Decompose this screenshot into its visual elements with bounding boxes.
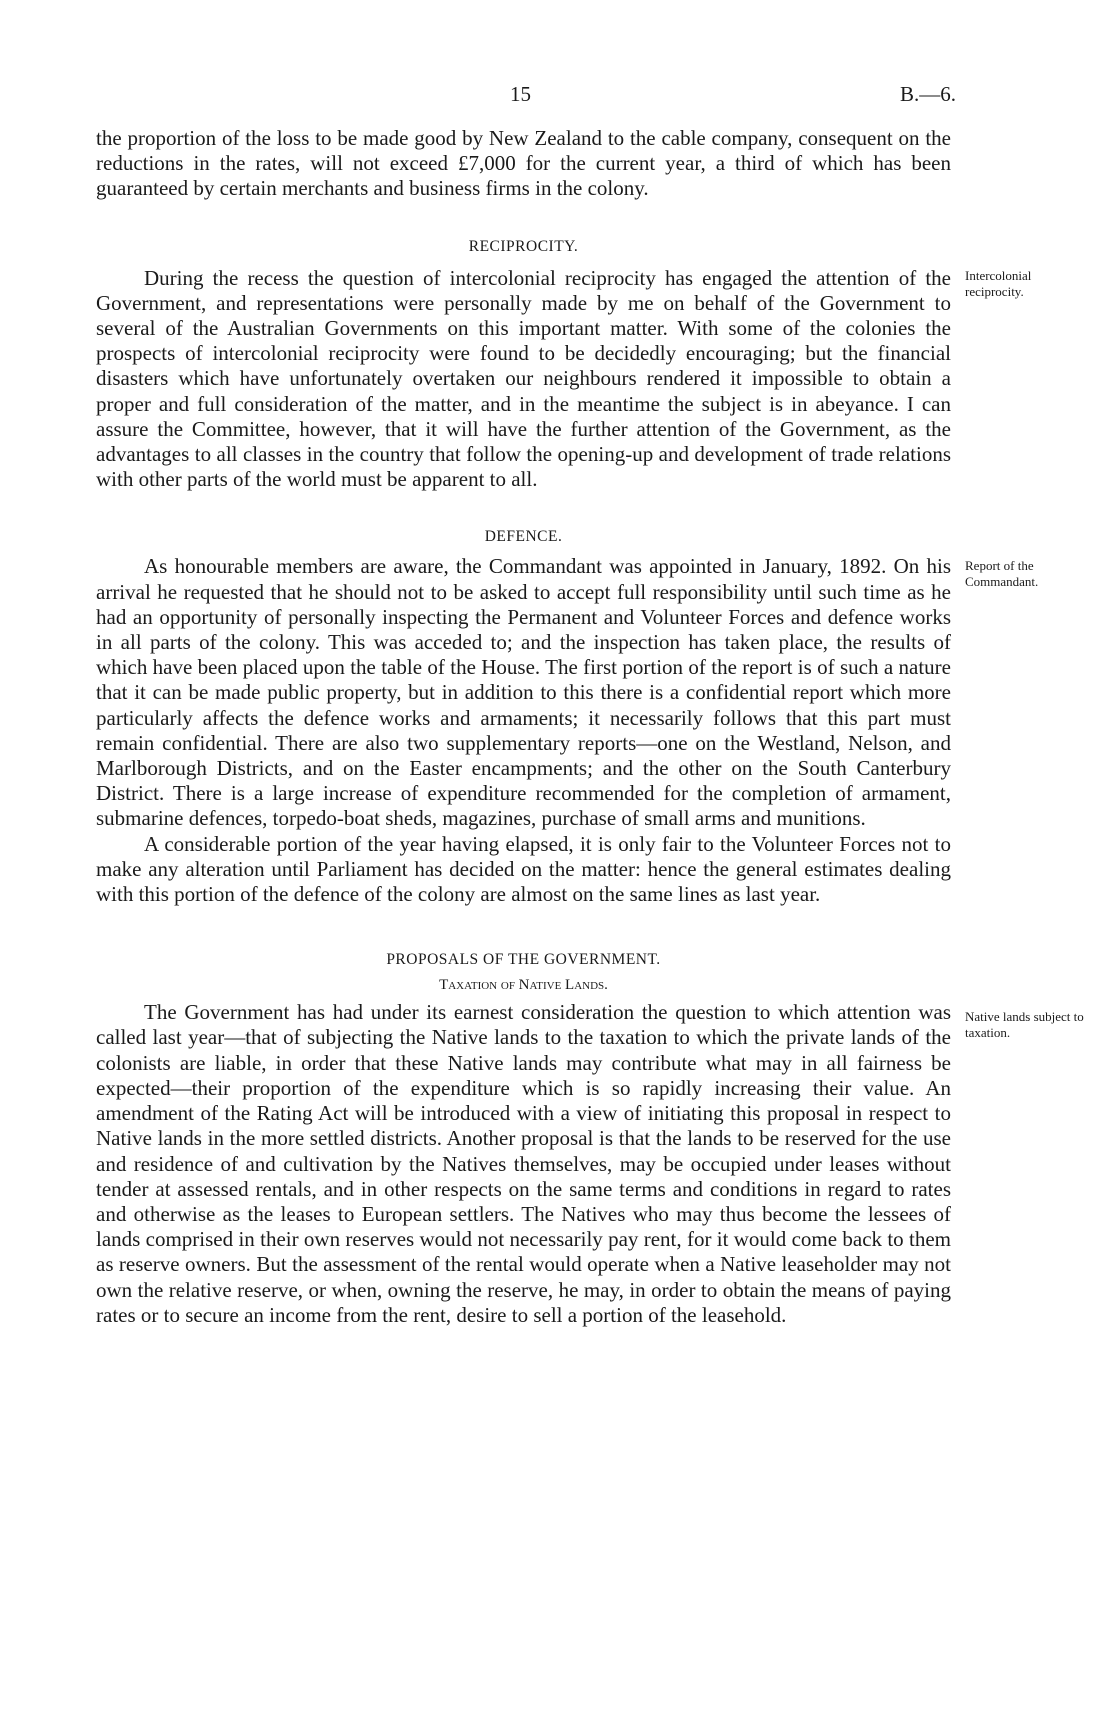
page-header bbox=[0, 82, 1114, 110]
intro-section bbox=[96, 126, 951, 202]
page-number: 15 bbox=[510, 82, 531, 106]
proposals-heading: PROPOSALS OF THE GOVERNMENT. bbox=[386, 951, 661, 969]
document-reference: B.—6. bbox=[900, 82, 957, 106]
reciprocity-margin-note: Intercolonial reciprocity. bbox=[965, 267, 1032, 299]
defence-paragraph-2: A considerable portion of the year having elapsed, it is only fair to the Volunteer Forces not to make any alteration until Parliament has decided on the matter: hence the general estimates dealing with this portion of the defence of the colony are almost on the same lines as last year. bbox=[96, 831, 951, 907]
reciprocity-paragraph: During the recess the question of intercolonial reciprocity has engaged the attention of the Government, and representations were personally made by me on behalf of the Government to several of the Australian Governments on this important matter. With some of the colonies the prospects of intercolonial reciprocity were found to be decidedly encouraging; but the financial disasters which have unfortunately overtaken our neighbours rendered it impossible to obtain a proper and full consideration of the matter, and in the meantime the subject is in abeyance. I can assure the Committee, however, that it will have the further attention of the Government, as the advantages to all classes in the country that follow the opening-up and development of trade relations with other parts of the world must be apparent to all. bbox=[96, 265, 951, 492]
proposals-subheading: Taxation of Native Lands. bbox=[439, 977, 608, 994]
defence-heading: DEFENCE. bbox=[484, 528, 563, 546]
defence-section bbox=[96, 528, 1039, 907]
defence-margin-note: Report of the Commandant. bbox=[965, 558, 1039, 590]
reciprocity-heading: RECIPROCITY. bbox=[468, 237, 579, 255]
defence-paragraph-1: As honourable members are aware, the Commandant was appointed in January, 1892. On his arrival he requested that he should not to be asked to accept full responsibility until such time as he had an opportunity of personally inspecting the Permanent and Volunteer Forces and defence works in all parts of the colony. This was acceded to; and the inspection has taken place, the results of which have been placed upon the table of the House. The first portion of the report is of such a nature that it can be made public property, but in addition to this there is a confidential report which more particularly affects the defence works and armaments; it necessarily follows that this part must remain confidential. There are also two supplementary reports—one on the Westland, Nelson, and Marlborough Districts, and on the Easter encampments; and the other on the South Canterbury District. There is a large increase of expenditure recommended for the completion of armament, submarine defences, torpedo-boat sheds, magazines, purchase of small arms and munitions. bbox=[96, 554, 951, 831]
proposals-paragraph: The Government has had under its earnest consideration the question to which attention was called last year—that of subjecting the Native lands to the taxation to which the private lands of the colonists are liable, in order that these Native lands may contribute what may in all fairness be expected—their proportion of the expenditure which is so rapidly increasing their value. An amendment of the Rating Act will be introduced with a view of initiating this proposal in respect to Native lands in the more settled districts. Another proposal is that the lands to be reserved for the use and residence of and cultivation by the Natives themselves, may be occupied under leases without tender at assessed rentals, and in other respects on the same terms and conditions in regard to rates and otherwise as the leases to European settlers. The Natives who may thus become the lessees of lands comprised in their own reserves would not necessarily pay rent, for it would come back to them as reserve owners. But the assessment of the rental would operate when a Native leaseholder may not own the relative reserve, or when, owning the reserve, he may, in order to obtain the means of paying rates or to secure an income from the rent, desire to sell a portion of the leasehold. bbox=[96, 1000, 951, 1327]
proposals-section bbox=[96, 951, 1084, 1328]
reciprocity-section bbox=[96, 237, 1032, 493]
intro-paragraph: the proportion of the loss to be made good by New Zealand to the cable company, consequent on the reductions in the rates, will not exceed £7,000 for the current year, a third of which has been guaranteed by certain merchants and business firms in the colony. bbox=[96, 126, 951, 201]
proposals-margin-note: Native lands subject to taxation. bbox=[965, 1009, 1084, 1041]
main-text-column bbox=[96, 126, 1084, 1328]
